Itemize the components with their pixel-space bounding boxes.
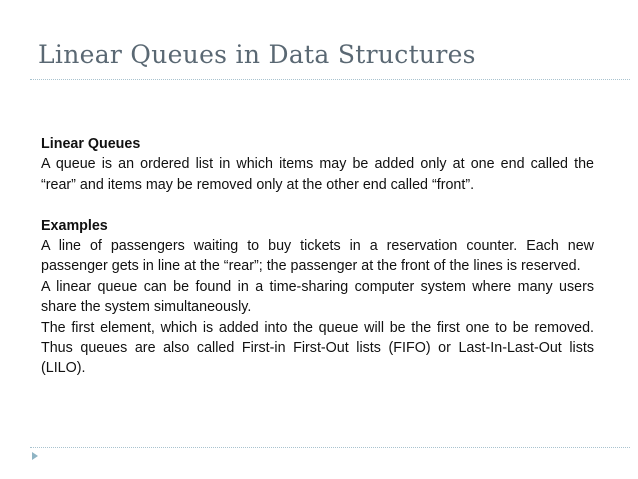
- section-spacer: [41, 195, 594, 215]
- definition-paragraph: A queue is an ordered list in which items may be added only at one end called the “rear” and items may be removed only at the other end called “front”.: [41, 156, 594, 193]
- example-paragraph-fifo: The first element, which is added into the queue will be the first one to be removed. Thus queues are also called First-in First-Out lists (FIFO) or Last-In-Last-Out lists (LILO).: [41, 319, 594, 377]
- title-divider: [30, 79, 630, 80]
- section-heading-examples: Examples: [41, 217, 108, 234]
- triangle-right-icon: [32, 452, 38, 460]
- example-paragraph-time-sharing: A linear queue can be found in a time-sharing computer system where many users share the system simultaneously.: [41, 278, 594, 316]
- slide-title: Linear Queues in Data Structures: [38, 40, 476, 69]
- slide-body: [41, 134, 594, 379]
- section-heading-linear-queues: Linear Queues: [41, 136, 141, 152]
- example-paragraph-passengers: A line of passengers waiting to buy tickets in a reservation counter. Each new passenger gets in line at the “rear”; the passenger at the front of the lines is reserved.: [41, 238, 594, 275]
- bottom-divider: [30, 447, 630, 448]
